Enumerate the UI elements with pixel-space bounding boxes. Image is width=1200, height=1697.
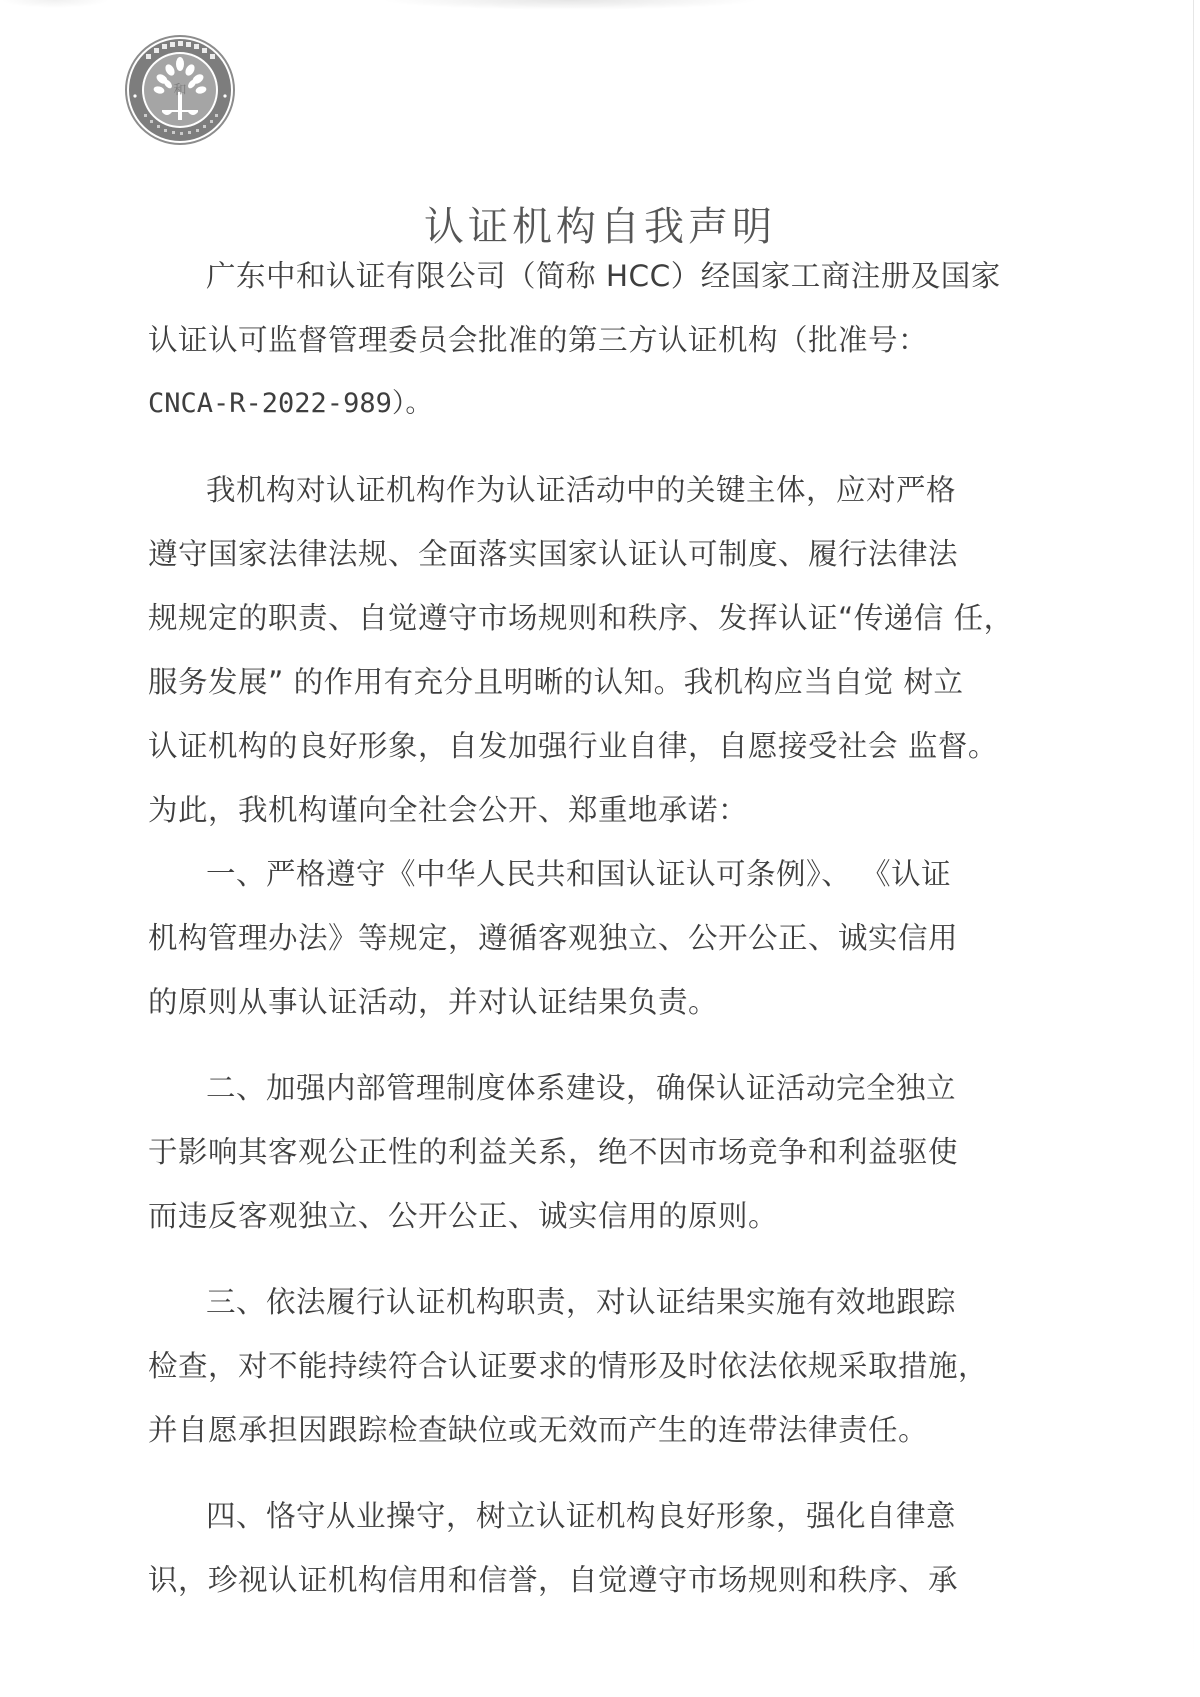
document-title: 认证机构自我声明 bbox=[424, 203, 776, 250]
text-line: 认证认可监督管理委员会批准的第三方认证机构（批准号： bbox=[148, 323, 929, 357]
text-line: 的原则从事认证活动，并对认证结果负责。 bbox=[148, 985, 719, 1019]
company-seal-logo bbox=[124, 34, 236, 146]
text-line: 机构管理办法》等规定，遵循客观独立、公开公正、诚实信用 bbox=[148, 921, 959, 955]
paragraph-item-1 bbox=[148, 842, 1028, 1034]
scan-shadow bbox=[0, 0, 110, 8]
text-line: 规规定的职责、自觉遵守市场规则和秩序、发挥认证“传递信 任， bbox=[148, 601, 1014, 635]
text-line: 三、依法履行认证机构职责，对认证结果实施有效地跟踪 bbox=[206, 1285, 957, 1319]
paragraph-item-4 bbox=[148, 1484, 1028, 1612]
text-line: 我机构对认证机构作为认证活动中的关键主体，应对严格 bbox=[206, 473, 957, 507]
svg-text:和: 和 bbox=[173, 83, 187, 98]
text-line: 于影响其客观公正性的利益关系，绝不因市场竞争和利益驱使 bbox=[148, 1135, 959, 1169]
document-body bbox=[148, 244, 1028, 1612]
text-line: 认证机构的良好形象，自发加强行业自律，自愿接受社会 监督。 bbox=[148, 729, 998, 763]
paragraph-intro bbox=[148, 244, 1028, 436]
text-line: 识，珍视认证机构信用和信誉，自觉遵守市场规则和秩序、承 bbox=[148, 1563, 959, 1597]
text-line: 并自愿承担因跟踪检查缺位或无效而产生的连带法律责任。 bbox=[148, 1413, 929, 1447]
text-line: 服务发展” 的作用有充分且明晰的认知。我机构应当自觉 树立 bbox=[148, 665, 964, 699]
page-edge bbox=[1193, 0, 1194, 1697]
approval-number-line: CNCA-R-2022-989）。 bbox=[148, 388, 433, 419]
paragraph-item-2 bbox=[148, 1056, 1028, 1248]
text-line: 四、恪守从业操守，树立认证机构良好形象，强化自律意 bbox=[206, 1499, 957, 1533]
text-line: 一、严格遵守《中华人民共和国认证认可条例》、 《认证 bbox=[206, 857, 952, 891]
text-line: 广东中和认证有限公司（简称 HCC）经国家工商注册及国家 bbox=[206, 259, 1001, 293]
text-line: 遵守国家法律法规、全面落实国家认证认可制度、履行法律法 bbox=[148, 537, 959, 571]
paragraph-item-3 bbox=[148, 1270, 1028, 1462]
paragraph-commitment-preamble bbox=[148, 458, 1028, 842]
text-line: 为此，我机构谨向全社会公开、郑重地承诺： bbox=[148, 793, 749, 827]
text-line: 二、加强内部管理制度体系建设，确保认证活动完全独立 bbox=[206, 1071, 957, 1105]
text-line: 而违反客观独立、公开公正、诚实信用的原则。 bbox=[148, 1199, 779, 1233]
text-line: 检查，对不能持续符合认证要求的情形及时依法依规采取措施， bbox=[148, 1349, 989, 1383]
scan-shadow bbox=[380, 0, 760, 10]
